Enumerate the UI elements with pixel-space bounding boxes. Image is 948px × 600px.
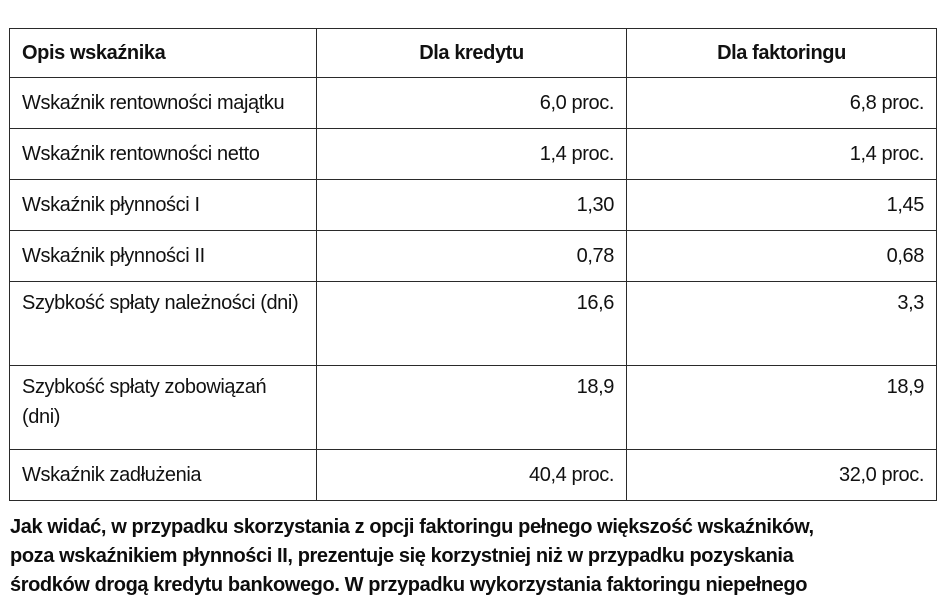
table-row: [10, 450, 937, 501]
table-row: [10, 129, 937, 180]
row-description: Szybkość spłaty zobowiązań (dni): [10, 366, 317, 450]
row-credit-value: 18,9: [317, 366, 627, 450]
table-row: [10, 282, 937, 366]
table-row: [10, 366, 937, 450]
table-header-row: [10, 29, 937, 78]
table-row: [10, 180, 937, 231]
table-row: [10, 231, 937, 282]
row-description: Wskaźnik rentowności majątku: [10, 78, 317, 129]
summary-paragraph: [10, 513, 940, 600]
row-credit-value: 40,4 proc.: [317, 450, 627, 501]
summary-line: środków drogą kredytu bankowego. W przypadku wykorzystania faktoringu niepełnego: [10, 574, 808, 596]
row-credit-value: 1,30: [317, 180, 627, 231]
row-factoring-value: 1,4 proc.: [627, 129, 937, 180]
comparison-table: [9, 28, 937, 501]
row-credit-value: 6,0 proc.: [317, 78, 627, 129]
row-factoring-value: 3,3: [627, 282, 937, 366]
summary-line: Jak widać, w przypadku skorzystania z opcji faktoringu pełnego większość wskaźników,: [10, 516, 814, 538]
row-factoring-value: 1,45: [627, 180, 937, 231]
row-factoring-value: 6,8 proc.: [627, 78, 937, 129]
header-credit: Dla kredytu: [317, 29, 627, 78]
header-factoring: Dla faktoringu: [627, 29, 937, 78]
row-factoring-value: 32,0 proc.: [627, 450, 937, 501]
row-factoring-value: 0,68: [627, 231, 937, 282]
row-credit-value: 16,6: [317, 282, 627, 366]
row-description: Wskaźnik płynności I: [10, 180, 317, 231]
summary-line: poza wskaźnikiem płynności II, prezentuje się korzystniej niż w przypadku pozyskania: [10, 545, 794, 567]
row-description: Wskaźnik rentowności netto: [10, 129, 317, 180]
header-description: Opis wskaźnika: [10, 29, 317, 78]
row-description: Szybkość spłaty należności (dni): [10, 282, 317, 366]
row-description: Wskaźnik zadłużenia: [10, 450, 317, 501]
table-row: [10, 78, 937, 129]
row-description: Wskaźnik płynności II: [10, 231, 317, 282]
row-factoring-value: 18,9: [627, 366, 937, 450]
row-credit-value: 0,78: [317, 231, 627, 282]
row-credit-value: 1,4 proc.: [317, 129, 627, 180]
